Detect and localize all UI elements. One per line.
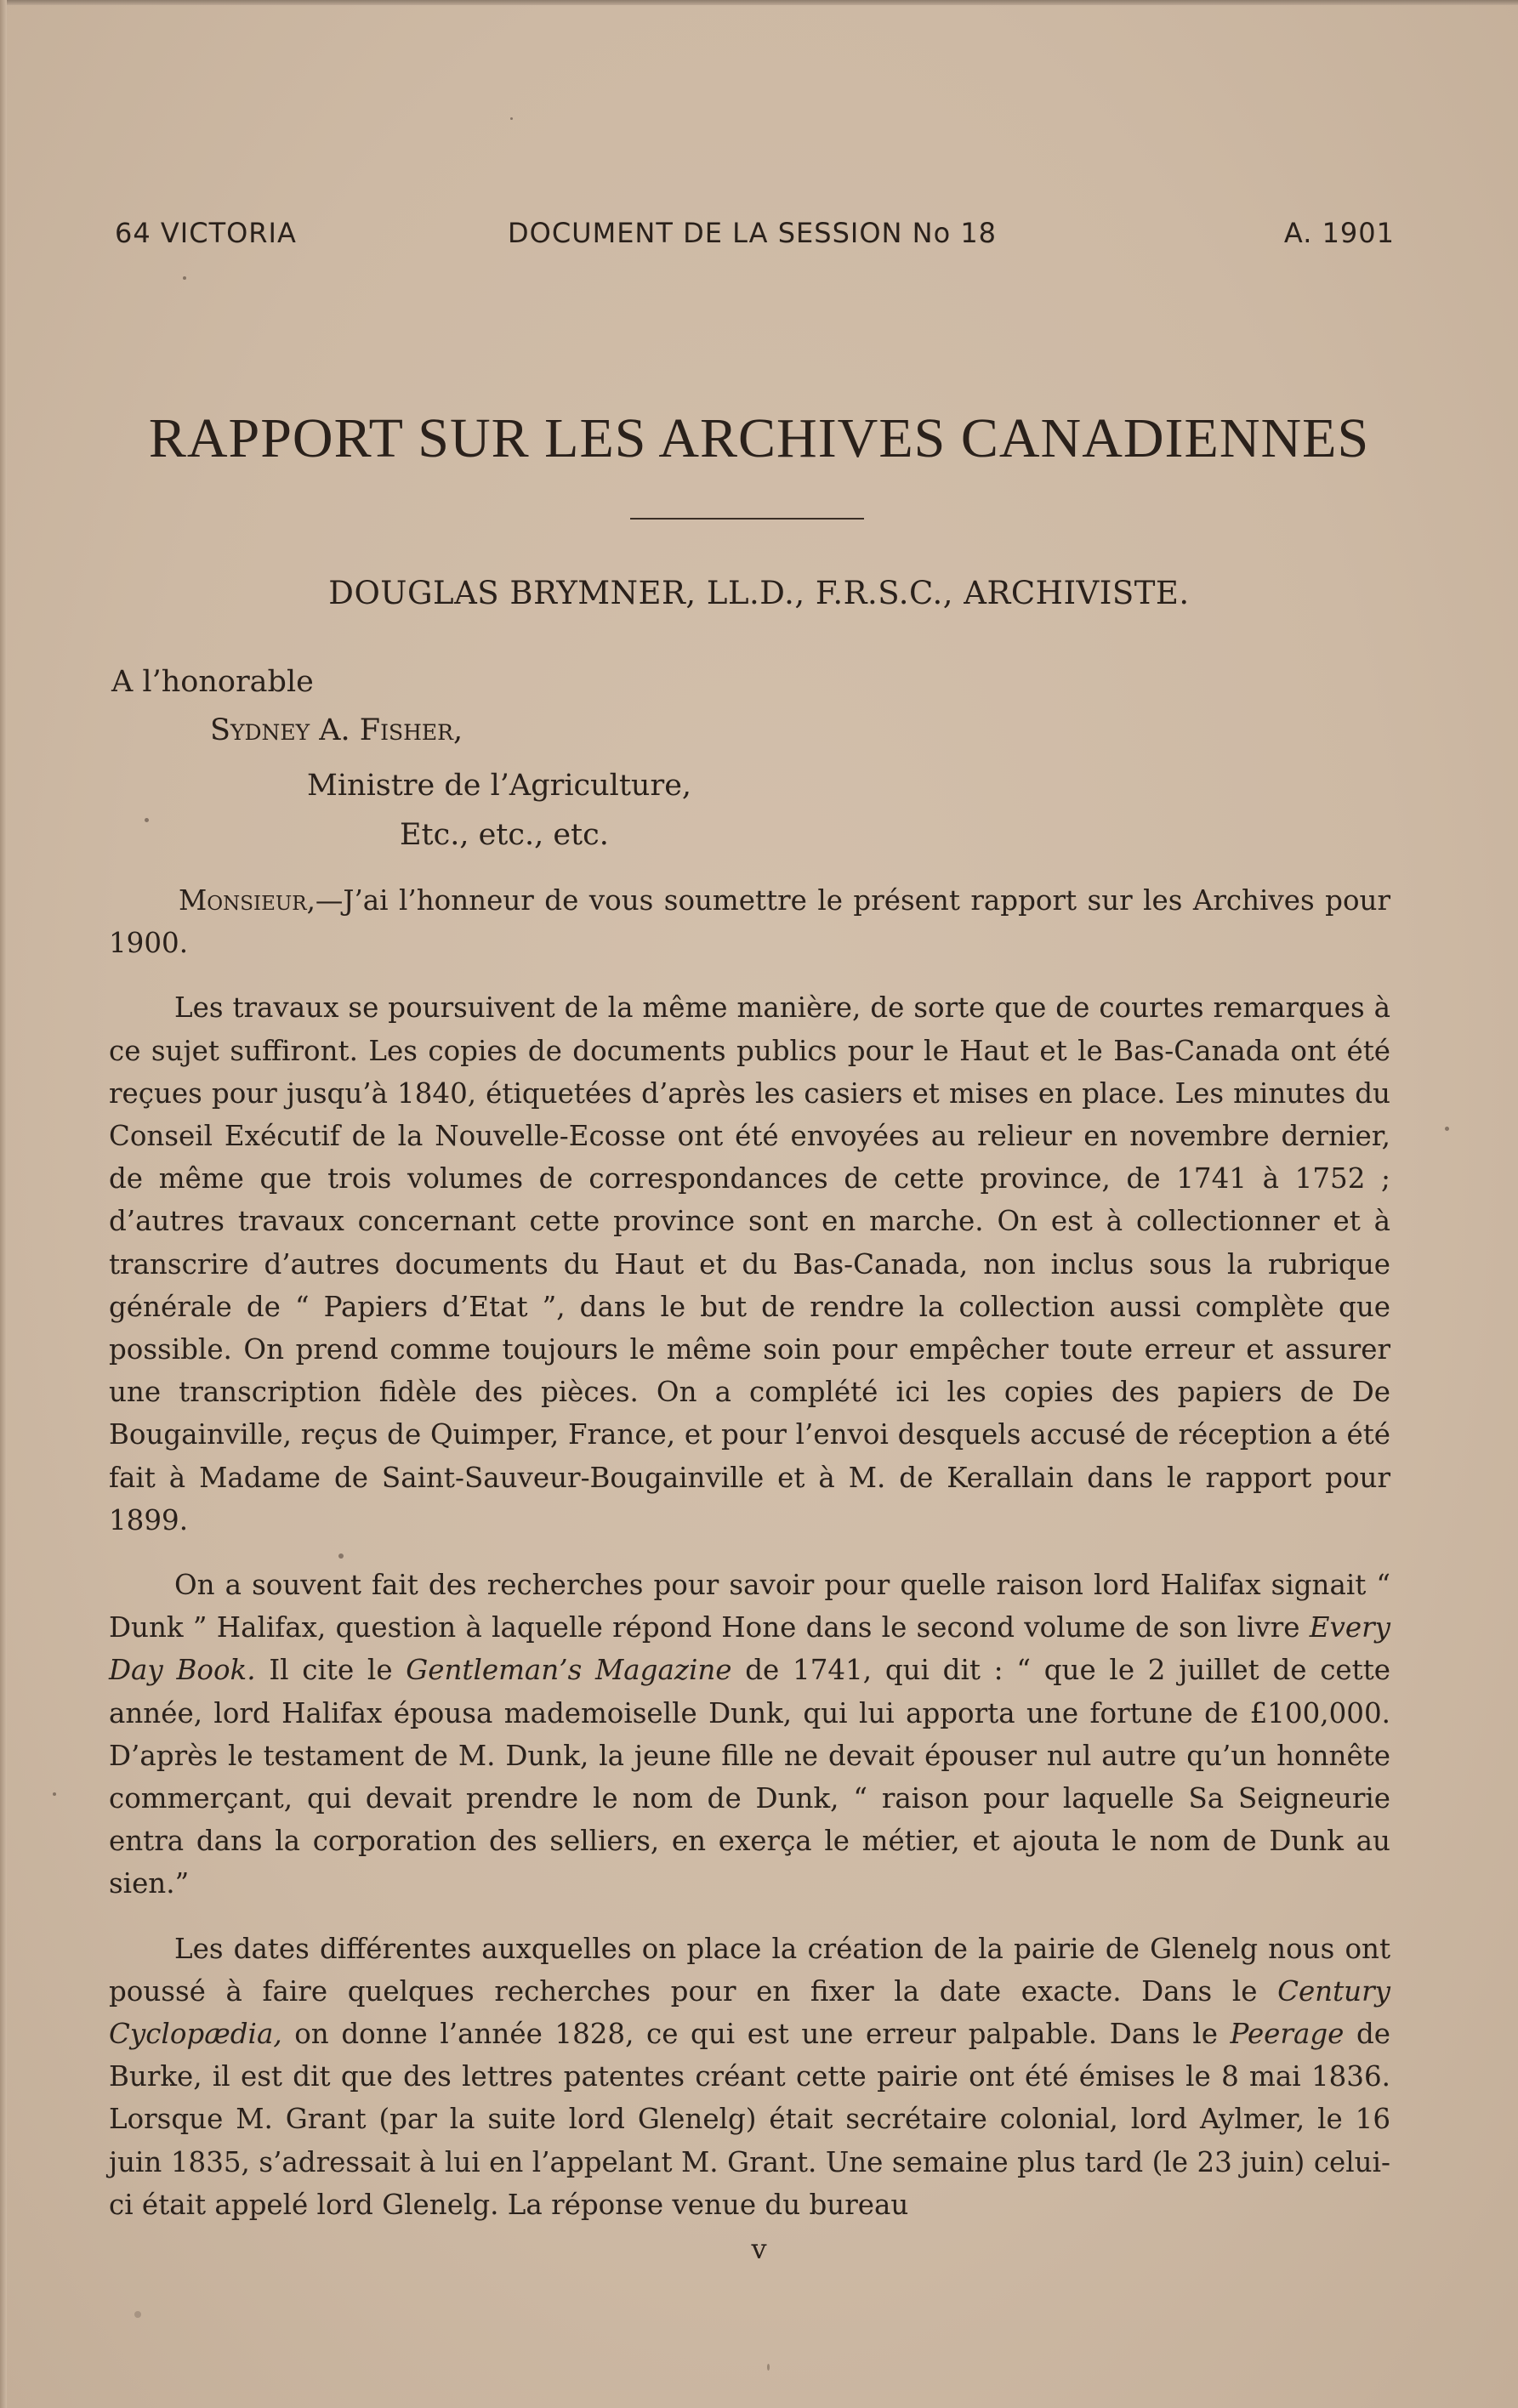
address-line-1: A l’honorable bbox=[111, 665, 314, 699]
page-left-edge bbox=[0, 0, 7, 2408]
paper-speck bbox=[145, 818, 149, 822]
paragraph-2: Les travaux se poursuivent de la même manière, de sorte que de courtes remarques à ce sujet suffiront. Les copies de documents publics pour le Haut et le Bas-Canada ont été reçues pour jusqu’à 1840, étiquetées d’après les casiers et mises en place. Les minutes du Conseil Exécutif de la Nouvelle-Ecosse ont été envoyées au relieur en novembre dernier, de même que trois volumes de correspondances de cette province, de 1741 à 1752 ; d’autres travaux concernant cette province sont en marche. On est à collectionner et à transcrire d’autres documents du Haut et du Bas-Canada, non inclus sous la rubrique générale de “ Papiers d’Etat ”, dans le but de rendre la collection aussi complète que possible. On prend comme toujours le même soin pour empêcher toute erreur et assurer une transcription fidèle des pièces. On a complété ici les copies des papiers de De Bougainville, reçus de Quimper, France, et pour l’envoi desquels accusé de réception a été fait à Madame de Saint-Sauveur-Bougainville et à M. de Kerallain dans le rapport pour 1899. bbox=[109, 991, 1390, 1536]
page-top-edge bbox=[0, 0, 1518, 5]
address-line-2: Sydney A. Fisher, bbox=[210, 713, 463, 747]
paper-speck bbox=[53, 1792, 56, 1796]
header-center: DOCUMENT DE LA SESSION No 18 bbox=[508, 217, 998, 249]
paragraph-4-part-c: de Burke, il est dit que des lettres patentes créant cette pairie ont été émises le 8 mai 1836. Lorsque M. Grant (par la suite lord Glenelg) était secrétaire colonial, lord Aylmer, le 16 juin 1835, s’adressait à lui en l’appelant M. Grant. Une semaine plus tard (le 23 juin) celui-ci était appelé lord Glenelg. La réponse venue du bureau bbox=[109, 2018, 1390, 2221]
page-folio: v bbox=[751, 2233, 767, 2265]
salutation-text: —J’ai l’honneur de vous soumettre le présent rapport sur les Archives pour 1900. bbox=[109, 884, 1390, 960]
paper-speck bbox=[1445, 1127, 1449, 1131]
title-rule bbox=[630, 518, 864, 520]
running-header bbox=[115, 217, 1395, 254]
letter-body bbox=[109, 879, 1390, 2226]
book-title-every-day-book: Every Day Book. bbox=[109, 1611, 1390, 1687]
salutation-word: Monsieur, bbox=[179, 884, 316, 917]
paragraph-3 bbox=[109, 1564, 1390, 1905]
header-left: 64 VICTORIA bbox=[115, 217, 297, 249]
paragraph-3-part-c: de 1741, qui dit : “ que le 2 juillet de cette année, lord Halifax épousa mademoiselle Dunk, qui lui apporta une fortune de £100,000. D’après le testament de M. Dunk, la jeune fille ne devait épouser nul autre qu’un honnête commerçant, qui devait prendre le nom de Dunk, “ raison pour laquelle Sa Seigneurie entra dans la corporation des selliers, en exerça le métier, et ajouta le nom de Dunk au sien.” bbox=[109, 1654, 1391, 1900]
peerage-title: Peerage bbox=[1230, 2018, 1345, 2051]
magazine-title: Gentleman’s Magazine bbox=[406, 1654, 732, 1687]
author-line: DOUGLAS BRYMNER, LL.D., F.R.S.C., ARCHIVISTE. bbox=[328, 575, 1190, 611]
paragraph-4 bbox=[109, 1928, 1390, 2226]
paper-speck bbox=[338, 1553, 344, 1559]
century-cyclopaedia-title: Century Cyclopædia, bbox=[109, 1974, 1390, 2051]
paragraph-3-part-a: On a souvent fait des recherches pour savoir pour quelle raison lord Halifax signait “ Dunk ” Halifax, question à laquelle répond Hone dans le second volume de son livre bbox=[109, 1569, 1390, 1644]
paragraph-4-part-a: Les dates différentes auxquelles on place la création de la pairie de Glenelg nous ont poussé à faire quelques recherches pour en fixer la date exacte. Dans le bbox=[109, 1932, 1390, 2008]
address-line-4: Etc., etc., etc. bbox=[400, 818, 609, 852]
address-line-3: Ministre de l’Agriculture, bbox=[307, 769, 692, 803]
paragraph-3-part-b: Il cite le bbox=[255, 1654, 407, 1687]
paper-speck bbox=[510, 117, 513, 120]
paper-speck bbox=[134, 2311, 141, 2318]
paper-speck bbox=[767, 2364, 770, 2371]
paragraph-4-part-b: on donne l’année 1828, ce qui est une erreur palpable. Dans le bbox=[281, 2018, 1231, 2051]
paragraph-salutation bbox=[109, 879, 1390, 964]
header-right: A. 1901 bbox=[1283, 217, 1395, 249]
report-title: RAPPORT SUR LES ARCHIVES CANADIENNES bbox=[148, 407, 1370, 469]
paper-speck bbox=[183, 276, 186, 280]
